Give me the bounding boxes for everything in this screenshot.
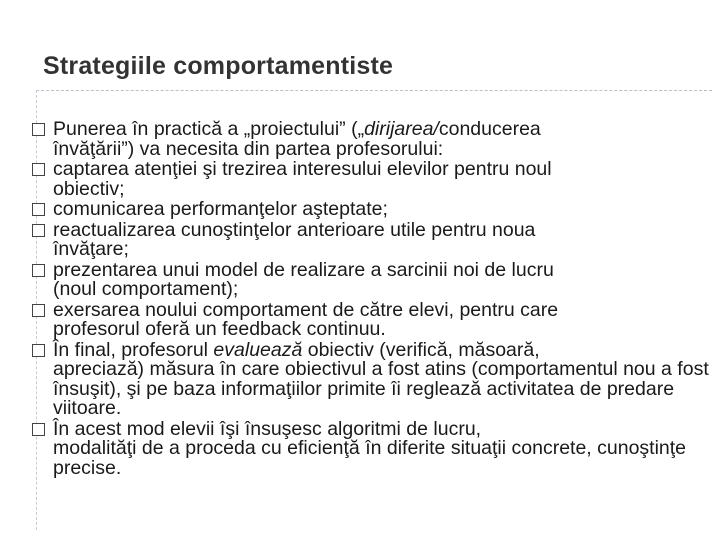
bullet-text: În acest mod elevii îşi însuşesc algoritmi de lucru, (53, 417, 482, 440)
bullet-item (32, 218, 712, 260)
checkbox-bullet-icon (32, 423, 45, 436)
bullet-text: Punerea în practică a „proiectului” („dirijarea/conducerea (53, 118, 541, 140)
bullet-text: În final, profesorul evaluează obiectiv (verifică, măsoară, (53, 338, 540, 361)
checkbox-bullet-icon (32, 203, 45, 216)
bullet-list (32, 120, 712, 479)
title-divider (36, 90, 712, 91)
bullet-text: exersarea noului comportament de către elevi, pentru care (53, 298, 559, 321)
bullet-continuation: obiectiv; (53, 177, 125, 200)
bullet-continuation: modalităţi de a proceda cu eficienţă în diferite situaţii concrete, cunoştinţe precise. (53, 437, 687, 479)
bullet-item (32, 417, 712, 479)
bullet-text: comunicarea performanţelor aşteptate; (53, 198, 388, 220)
bullet-text: reactualizarea cunoştinţelor anterioare utile pentru noua (53, 218, 536, 241)
bullet-item (32, 258, 712, 300)
slide-title: Strategiile comportamentiste (43, 52, 394, 80)
bullet-text: prezentarea unui model de realizare a sarcinii noi de lucru (53, 258, 554, 281)
bullet-text: captarea atenţiei şi trezirea interesului elevilor pentru noul (53, 158, 552, 180)
checkbox-bullet-icon (32, 344, 45, 357)
bullet-continuation: profesorul oferă un feedback continuu. (53, 318, 386, 340)
bullet-item (32, 200, 712, 220)
checkbox-bullet-icon (32, 304, 45, 317)
bullet-item (32, 298, 712, 340)
bullet-continuation: învăţării”) va necesita din partea profesorului: (53, 137, 444, 160)
bullet-continuation: (noul comportament); (53, 278, 239, 300)
bullet-continuation: apreciază) măsura în care obiectivul a fost atins (comportamentul nou a fost însuşit), şi pe baza informaţiilor primite îi reglează activitatea de predare viitoare. (53, 358, 709, 419)
bullet-continuation: învăţare; (53, 238, 129, 260)
bullet-item (32, 160, 712, 199)
checkbox-bullet-icon (32, 163, 45, 176)
bullet-item (32, 120, 712, 159)
checkbox-bullet-icon (32, 264, 45, 277)
checkbox-bullet-icon (32, 123, 45, 136)
bullet-item (32, 338, 712, 419)
checkbox-bullet-icon (32, 224, 45, 237)
